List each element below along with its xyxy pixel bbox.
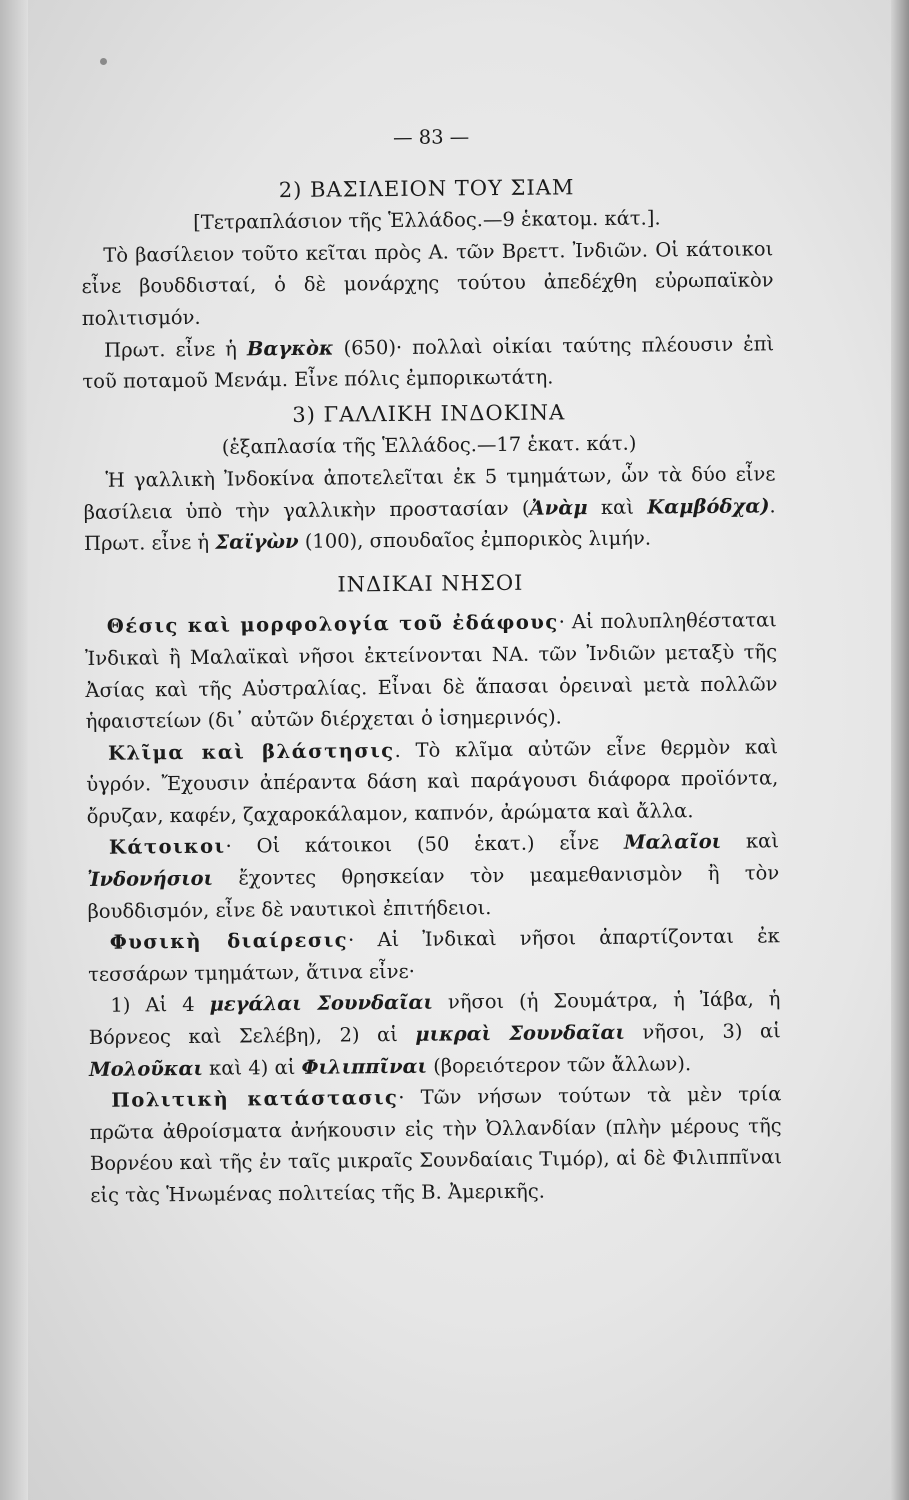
indonesians-term: Ἰνδονήσιοι (87, 866, 214, 892)
text-run: (650)· πολλαὶ οἰκίαι ταύτης πλέουσιν ἐπὶ τοῦ ποταμοῦ Μενάμ. Εἶνε πόλις ἐμπορικωτάτη. (82, 331, 775, 394)
islands-list-paragraph (88, 984, 781, 1085)
text-run: καὶ 4) αἱ (202, 1055, 302, 1080)
section-siam-heading: 2) ΒΑΣΙΛΕΙΟΝ ΤΟΥ ΣΙΑΜ (278, 174, 575, 202)
text-run: (βορειότερον τῶν ἄλλων). (426, 1051, 692, 1078)
ink-speck (100, 58, 107, 65)
text-run: · Αἱ πολυπληθέσταται Ἰνδικαὶ ἢ Μαλαϊκαὶ νῆσοι ἐκτείνονται ΝΑ. τῶν Ἰνδιῶν μεταξὺ τῆς Ἀσίας καὶ τῆς Αὐστραλίας. Εἶναι δὲ ἅπασαι ὀρειναὶ μετὰ πολλῶν ἡφαιστείων (δι᾿ αὐτῶν διέρχεται ὁ ἰσημερινός). (85, 608, 778, 734)
text-run: Ἡ γαλλικὴ Ἰνδοκίνα ἀποτελεῖται ἐκ 5 τμημάτων, ὧν τὰ δύο εἶνε βασίλεια ὑπὸ τὴν γαλλικὴν προστασίαν ( (83, 462, 776, 524)
page-right-edge (891, 0, 909, 1500)
text-run: 1) Αἱ 4 (110, 993, 210, 1018)
section-siam-subheading: [Τετραπλάσιον τῆς Ἑλλάδος.—9 ἑκατομ. κάτ.]. (193, 206, 661, 235)
text-run: · Οἱ κάτοικοι (50 ἑκατ.) εἶνε (225, 831, 625, 859)
text-run: (100), σπουδαῖος ἐμπορικὸς λιμήν. (298, 526, 652, 554)
siam-paragraph-2 (82, 328, 775, 398)
text-run: . Τὸ κλῖμα αὐτῶν εἶνε θερμὸν καὶ ὑγρόν. Ἔχουσιν ἀπέραντα δάση καὶ παράγουσι διάφορα προϊόντα, ὄρυζαν, καφέν, ζαχαροκάλαμον, καπνόν, ἀρώματα καὶ ἄλλα. (86, 735, 779, 828)
page-number: — 83 — (392, 125, 470, 149)
division-paragraph (88, 921, 781, 991)
page-left-edge (0, 0, 28, 1500)
section-indies-heading: ΙΝΔΙΚΑΙ ΝΗΣΟΙ (337, 570, 524, 597)
siam-paragraph-1: Τὸ βασίλειον τοῦτο κεῖται πρὸς Α. τῶν Βρεττ. Ἰνδιῶν. Οἱ κάτοικοι εἶνε βουδδισταί, ὁ δὲ μονάρχης τούτου ἀπεδέχθη εὐρωπαϊκὸν πολιτισμόν. (81, 237, 774, 330)
text-run: Πρωτ. εἶνε ἡ (104, 336, 248, 362)
section-indochina-heading: 3) ΓΑΛΛΙΚΗ ΙΝΔΟΚΙΝΑ (292, 400, 566, 427)
indochina-paragraph (83, 458, 776, 559)
political-paragraph (89, 1079, 782, 1212)
page-text (80, 118, 782, 1211)
climate-paragraph (86, 731, 779, 832)
text-run: νῆσοι (ἡ Σουμάτρα, ἡ Ἰάβα, ἡ Βόρνεος καὶ Σελέβη), 2) αἱ (88, 987, 781, 1049)
division-label: Φυσικὴ διαίρεσις (109, 928, 349, 955)
saigon-term: Σαϊγὼν (215, 530, 299, 554)
philippines-term: Φιλιππῖναι (301, 1054, 428, 1079)
text-run: ἔχοντες θρησκείαν τὸν μεαμεθανισμὸν ἢ τὸν βουδδισμόν, εἶνε δὲ ναυτικοὶ ἐπιτήδειοι. (87, 861, 780, 923)
moluccas-term: Μολοῦκαι (88, 1056, 204, 1081)
text-run: καὶ (720, 829, 780, 854)
text-run: νῆσοι, 3) αἱ (624, 1019, 781, 1044)
lesser-sunda-term: μικραὶ Σουνδαῖαι (415, 1020, 626, 1046)
text-run: . Πρωτ. εἶνε ἡ (83, 493, 776, 556)
climate-label: Κλῖμα καὶ βλάστησις (107, 738, 395, 765)
inhabitants-paragraph (87, 826, 780, 927)
text-run: · Τῶν νήσων τούτων τὰ μὲν τρία πρῶτα ἀθροίσματα ἀνήκουσιν εἰς τὴν Ὀλλανδίαν (πλὴν μέρους τῆς Βορνέου καὶ τῆς ἐν ταῖς μικραῖς Σουνδαίαις Τιμόρ), αἱ δὲ Φιλιππῖναι εἰς τὰς Ἡνωμένας πολιτείας τῆς Β. Ἀμερικῆς. (89, 1082, 783, 1207)
section-indochina-subheading: (ἑξαπλασία τῆς Ἑλλάδος.—17 ἑκατ. κάτ.) (221, 432, 637, 459)
political-label: Πολιτικὴ κατάστασις (111, 1086, 399, 1112)
greater-sunda-term: μεγάλαι Σουνδαῖαι (209, 991, 434, 1017)
cambodia-term: Καμβόδχα) (647, 493, 770, 519)
text-run: · Αἱ Ἰνδικαὶ νῆσοι ἀπαρτίζονται ἐκ τεσσάρων τμημάτων, ἅτινα εἶνε· (88, 924, 780, 986)
thesis-paragraph (85, 605, 778, 738)
anam-term: Ἀνὰμ (529, 495, 588, 520)
thesis-label: Θέσις καὶ μορφολογία τοῦ ἐδάφους (106, 610, 559, 639)
malays-term: Μαλαῖοι (623, 830, 722, 855)
inhabitants-label: Κάτοικοι (108, 835, 226, 860)
bangkok-term: Βαγκὸκ (246, 336, 334, 360)
text-run: καὶ (587, 495, 648, 519)
